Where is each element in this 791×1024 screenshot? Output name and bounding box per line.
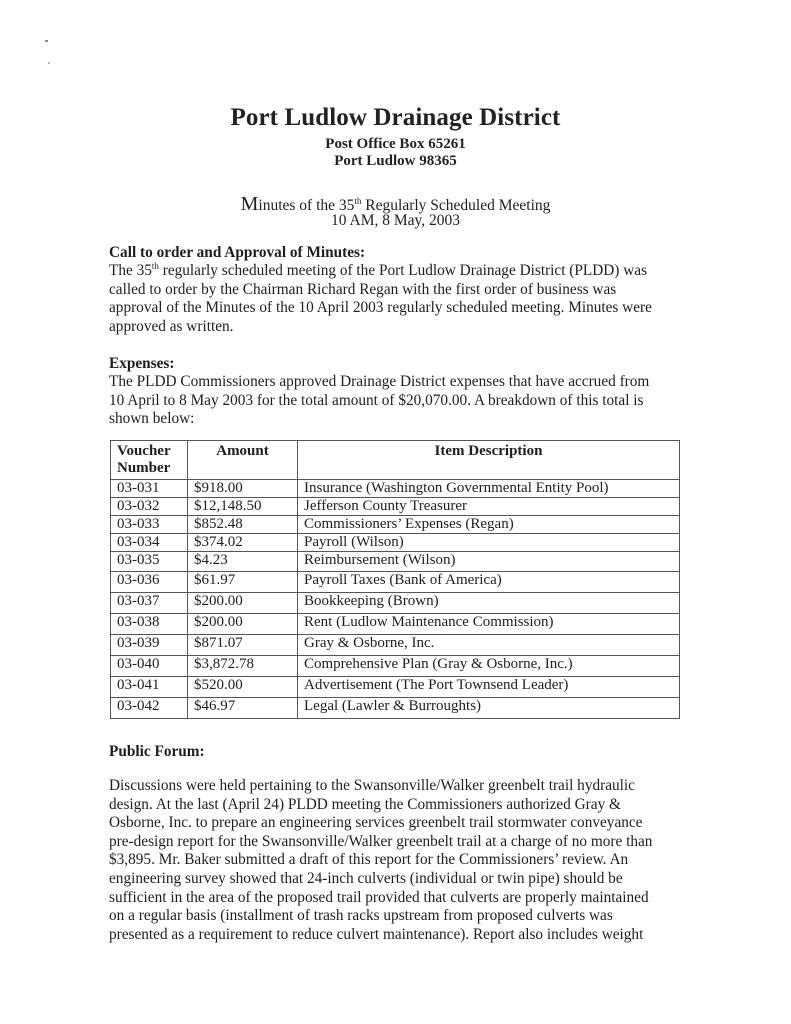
paragraph-line: approval of the Minutes of the 10 April 2003 regularly scheduled meeting. Minutes were [109,299,652,317]
paragraph-line: presented as a requirement to reduce culvert maintenance). Report also includes weight [109,925,644,943]
voucher-cell: 03-039 [111,635,188,656]
table-row [111,677,680,698]
description-cell: Comprehensive Plan (Gray & Osborne, Inc.) [298,656,680,677]
table-row [111,593,680,614]
description-cell: Bookkeeping (Brown) [298,593,680,614]
description-cell: Advertisement (The Port Townsend Leader) [298,677,680,698]
voucher-cell: 03-032 [111,498,188,516]
voucher-cell: 03-036 [111,572,188,593]
amount-cell: $871.07 [188,635,298,656]
description-cell: Payroll (Wilson) [298,534,680,552]
paragraph-line: called to order by the Chairman Richard Regan with the first order of business was [109,280,617,298]
description-cell: Rent (Ludlow Maintenance Commission) [298,614,680,635]
voucher-cell: 03-035 [111,552,188,572]
table-row [111,498,680,516]
description-cell: Jefferson County Treasurer [298,498,680,516]
amount-cell: $520.00 [188,677,298,698]
public-forum-paragraph [109,777,679,944]
column-header-amount: Amount [188,441,298,480]
organization-title: Port Ludlow Drainage District [230,104,561,131]
amount-cell: $4.23 [188,552,298,572]
amount-cell: $3,872.78 [188,656,298,677]
table-row [111,552,680,572]
minutes-title-text: inutes of the 35 [258,197,355,214]
expenses-table [110,440,680,719]
table-row [111,516,680,534]
section-heading-expenses: Expenses: [109,355,175,372]
voucher-cell: 03-041 [111,677,188,698]
voucher-cell: 03-038 [111,614,188,635]
column-header-voucher-number: Voucher Number [111,441,188,480]
description-cell: Reimbursement (Wilson) [298,552,680,572]
minutes-initial: M [240,193,259,215]
paragraph-line: design. At the last (April 24) PLDD meeting the Commissioners authorized Gray & [109,795,621,813]
column-header-item-description: Item Description [298,441,680,480]
meeting-datetime: 10 AM, 8 May, 2003 [330,212,461,229]
paragraph-line: The PLDD Commissioners approved Drainage District expenses that have accrued from [109,373,650,390]
voucher-cell: 03-033 [111,516,188,534]
amount-cell: $12,148.50 [188,498,298,516]
table-row [111,572,680,593]
table-row [111,480,680,498]
scan-artifact [48,62,50,64]
address-po-box: Post Office Box 65261 [325,136,466,152]
paragraph-line: pre-design report for the Swansonville/Walker greenbelt trail at a charge of no more than [109,832,653,850]
section-heading-public-forum: Public Forum: [109,743,205,760]
address-city-zip: Port Ludlow 98365 [334,153,457,169]
paragraph-line: engineering survey showed that 24-inch culverts (individual or twin pipe) should be [109,869,623,887]
table-row [111,534,680,552]
call-to-order-paragraph [109,262,679,336]
amount-cell: $61.97 [188,572,298,593]
amount-cell: $852.48 [188,516,298,534]
table-header-row [111,441,680,480]
description-cell: Insurance (Washington Governmental Entity Pool) [298,480,680,498]
paragraph-line: shown below: [109,410,195,428]
table-row [111,635,680,656]
minutes-title-text-end: Regularly Scheduled Meeting [361,197,551,214]
paragraph-line: on a regular basis (installment of trash racks upstream from proposed culverts was [109,907,613,925]
paragraph-line: $3,895. Mr. Baker submitted a draft of this report for the Commissioners’ review. An [109,851,629,869]
paragraph-line: 10 April to 8 May 2003 for the total amount of $20,070.00. A breakdown of this total is [109,391,644,409]
description-cell: Commissioners’ Expenses (Regan) [298,516,680,534]
table-row [111,614,680,635]
table-row [111,698,680,719]
voucher-cell: 03-040 [111,656,188,677]
scan-artifact [45,40,48,42]
amount-cell: $374.02 [188,534,298,552]
paragraph-line: sufficient in the area of the proposed trail provided that culverts are properly maintained [109,888,649,906]
ordinal-suffix: th [354,196,362,206]
paragraph-line: Osborne, Inc. to prepare an engineering services greenbelt trail stormwater conveyance [109,814,643,832]
voucher-cell: 03-031 [111,480,188,498]
paragraph-line: The 35th regularly scheduled meeting of the Port Ludlow Drainage District (PLDD) was [109,261,648,279]
voucher-cell: 03-034 [111,534,188,552]
description-cell: Legal (Lawler & Burroughts) [298,698,680,719]
description-cell: Gray & Osborne, Inc. [298,635,680,656]
paragraph-line: approved as written. [109,317,234,335]
amount-cell: $200.00 [188,614,298,635]
amount-cell: $46.97 [188,698,298,719]
section-heading-call-to-order: Call to order and Approval of Minutes: [109,244,366,261]
description-cell: Payroll Taxes (Bank of America) [298,572,680,593]
voucher-cell: 03-042 [111,698,188,719]
expenses-paragraph [109,373,679,429]
voucher-cell: 03-037 [111,593,188,614]
amount-cell: $200.00 [188,593,298,614]
amount-cell: $918.00 [188,480,298,498]
table-row [111,656,680,677]
paragraph-line: Discussions were held pertaining to the Swansonville/Walker greenbelt trail hydraulic [109,777,635,794]
